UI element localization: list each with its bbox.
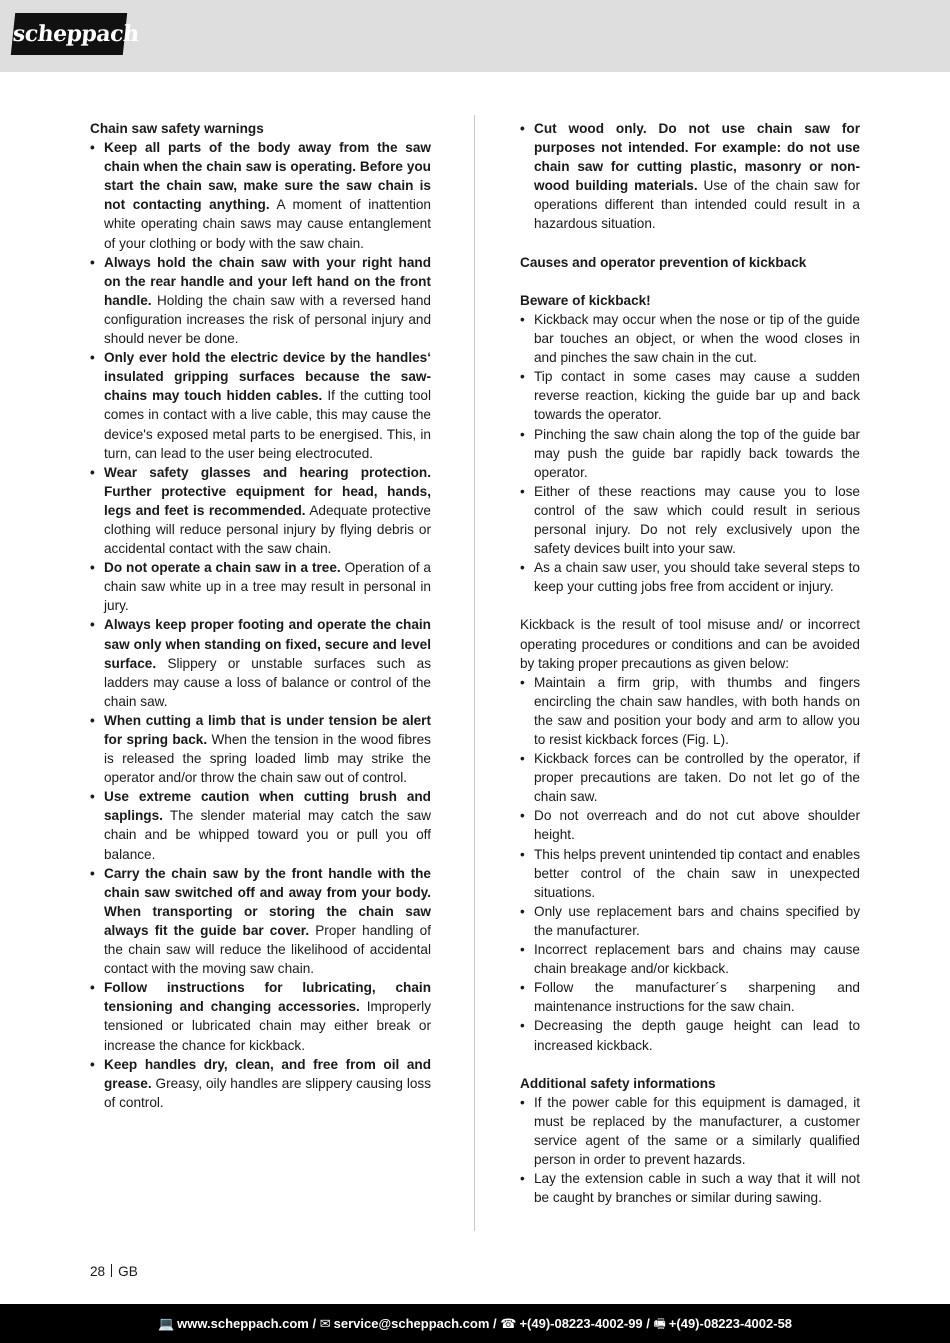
list-item xyxy=(90,253,431,348)
fax-number: +(49)-08223-4002-58 xyxy=(668,1316,793,1331)
spacer xyxy=(520,272,860,291)
warning-bold-text: Only ever hold the electric device by the handles‘ insulated gripping surfaces because the saw-chains may touch hidden cables. xyxy=(104,350,431,404)
bullet-icon: • xyxy=(520,426,525,442)
list-item xyxy=(90,978,431,1054)
spacer xyxy=(520,1055,860,1074)
list-item-text: Tip contact in some cases may cause a sudden reverse reaction, kicking the guide bar up and back towards the operator. xyxy=(534,369,860,423)
warning-text: When the tension in the wood fibres is released the spring loaded limb may strike the operator and/or throw the chain saw out of control. xyxy=(104,732,431,786)
list-item-text: This helps prevent unintended tip contact and enables better control of the chain saw in unexpected situations. xyxy=(534,846,860,900)
list-item xyxy=(520,673,860,749)
list-item-text: Kickback may occur when the nose or tip of the guide bar touches an object, or when the wood closes in and pinches the saw chain in the cut. xyxy=(534,311,860,366)
list-item xyxy=(520,845,860,902)
list-item xyxy=(520,806,860,844)
bullet-icon: • xyxy=(520,903,525,919)
bullet-icon: • xyxy=(520,1171,525,1187)
beware-list xyxy=(520,310,860,596)
bullet-icon: • xyxy=(90,1056,95,1072)
spacer xyxy=(520,234,860,253)
bullet-icon: • xyxy=(520,369,525,385)
language-code: GB xyxy=(118,1264,138,1279)
bullet-icon: • xyxy=(90,980,95,996)
bullet-icon: • xyxy=(520,808,525,824)
bullet-icon: • xyxy=(520,311,525,327)
warning-bold-text: When cutting a limb that is under tension be alert for spring back. xyxy=(104,712,431,747)
bullet-icon: • xyxy=(90,560,95,576)
bullet-icon: • xyxy=(520,560,525,576)
bullet-icon: • xyxy=(520,674,525,690)
bullet-icon: • xyxy=(90,865,95,881)
fax-icon: 🖷 xyxy=(653,1316,666,1331)
chain-saw-warnings-list xyxy=(90,138,431,1112)
left-column xyxy=(90,119,431,1112)
list-item xyxy=(90,711,431,787)
list-item-text: Maintain a firm grip, with thumbs and fingers encircling the chain saw handles, with both hands on the saw and position your body and arm to allow you to resist kickback forces (Fig. L). xyxy=(534,674,860,747)
bullet-icon: • xyxy=(90,617,95,633)
warning-bold-text: Keep handles dry, clean, and free from oil and grease. xyxy=(104,1056,431,1091)
list-item xyxy=(90,463,431,558)
warning-text: If the cutting tool comes in contact with a live cable, this may cause the device's exposed metal parts to be energised. This, in turn, can lead to the user being electrocuted. xyxy=(104,388,431,461)
list-item-text: Kickback forces can be controlled by the operator, if proper precautions are taken. Do not let go of the chain saw. xyxy=(534,751,860,805)
mail-icon: ✉ xyxy=(319,1316,331,1331)
right-column xyxy=(520,119,860,1207)
section-heading-chain-saw-safety: Chain saw safety warnings xyxy=(90,121,264,136)
website-link[interactable]: www.scheppach.com xyxy=(177,1316,309,1331)
laptop-icon: 💻 xyxy=(157,1316,175,1331)
bullet-icon: • xyxy=(520,751,525,767)
bullet-icon: • xyxy=(90,464,95,480)
list-item xyxy=(520,367,860,424)
list-item-text: Pinching the saw chain along the top of the guide bar may push the guide bar rapidly back towards the operator. xyxy=(534,426,860,480)
warning-bold-text: Do not operate a chain saw in a tree. xyxy=(104,560,341,576)
warning-bold-text: Wear safety glasses and hearing protection. Further protective equipment for head, hands, legs and feet is recommended. xyxy=(104,464,431,518)
list-item-text: As a chain saw user, you should take several steps to keep your cutting jobs free from accident or injury. xyxy=(534,560,860,595)
list-item xyxy=(90,348,431,463)
warning-text: Adequate protective clothing will reduce personal injury by flying debris or accidental contact with the saw chain. xyxy=(104,502,431,557)
list-item-text: Only use replacement bars and chains specified by the manufacturer. xyxy=(534,903,860,938)
list-item xyxy=(520,558,860,596)
spacer xyxy=(520,596,860,615)
bullet-icon: • xyxy=(520,1094,525,1110)
list-item xyxy=(90,864,431,979)
list-item-text: Lay the extension cable in such a way that it will not be caught by branches or similar during sawing. xyxy=(534,1171,860,1206)
warning-text: Use of the chain saw for operations different than intended could result in a hazardous situation. xyxy=(534,178,860,232)
list-item xyxy=(90,1055,431,1112)
page-number-value: 28 xyxy=(90,1264,106,1279)
list-item-text: If the power cable for this equipment is damaged, it must be replaced by the manufacturer, a customer service agent of the same or a similarly qualified person in order to prevent hazards. xyxy=(534,1094,860,1168)
phone-icon: ☎ xyxy=(500,1316,517,1331)
list-item xyxy=(520,902,860,940)
bullet-icon: • xyxy=(90,789,95,805)
bullet-icon: • xyxy=(520,1018,525,1034)
warning-text: Proper handling of the chain saw will reduce the likelihood of accidental contact with the moving saw chain. xyxy=(104,922,431,977)
list-item xyxy=(520,749,860,806)
section-heading-kickback: Causes and operator prevention of kickback xyxy=(520,254,807,270)
additional-safety-list xyxy=(520,1093,860,1208)
list-item-text: Do not overreach and do not cut above shoulder height. xyxy=(534,808,860,843)
header-band xyxy=(0,0,950,72)
list-item xyxy=(520,1169,860,1207)
warning-bold-text: Use extreme caution when cutting brush and saplings. xyxy=(104,789,431,824)
warning-text: The slender material may catch the saw chain and be whipped toward you or pull you off balance. xyxy=(104,808,431,862)
bullet-icon: • xyxy=(90,140,95,156)
warning-text: Improperly tensioned or lubricated chain may either break or increase the chance for kickback. xyxy=(104,999,431,1053)
list-item xyxy=(90,138,431,253)
bullet-icon: • xyxy=(90,350,95,366)
list-item xyxy=(520,978,860,1016)
warning-bold-text: Follow instructions for lubricating, chain tensioning and changing accessories. xyxy=(104,980,431,1015)
list-item xyxy=(520,1016,860,1054)
column-divider xyxy=(474,115,475,1231)
warning-text: Greasy, oily handles are slippery causing loss of control. xyxy=(104,1075,431,1110)
warning-text: Operation of a chain saw white up in a tree may result in personal in jury. xyxy=(104,560,431,614)
bullet-icon: • xyxy=(90,712,95,728)
brand-logo[interactable]: scheppach xyxy=(11,13,127,55)
page-number-separator xyxy=(111,1264,112,1277)
list-item-text: Follow the manufacturer´s sharpening and maintenance instructions for the saw chain. xyxy=(534,980,860,1015)
list-item xyxy=(520,310,860,367)
kickback-intro-paragraph: Kickback is the result of tool misuse and/ or incorrect operating procedures or conditions and can be avoided by taking proper precautions as given below: xyxy=(520,617,860,671)
section-heading-additional: Additional safety informations xyxy=(520,1075,716,1091)
precautions-list xyxy=(520,673,860,1055)
list-item xyxy=(90,615,431,710)
section-heading-beware: Beware of kickback! xyxy=(520,292,651,308)
page-number xyxy=(90,1264,138,1279)
warning-text: Slippery or unstable surfaces such as ladders may cause a loss of balance or control of the chain saw. xyxy=(104,655,431,709)
list-item-text: Decreasing the depth gauge height can lead to increased kickback. xyxy=(534,1018,860,1053)
bullet-icon: • xyxy=(90,254,95,270)
bullet-icon: • xyxy=(520,483,525,499)
warning-bold-text: Keep all parts of the body away from the saw chain when the chain saw is operating. Before you start the chain saw, make sure the saw chain is not contacting anything. xyxy=(104,140,431,213)
email-link[interactable]: service@scheppach.com xyxy=(333,1316,490,1331)
bullet-icon: • xyxy=(520,942,525,958)
phone-number: +(49)-08223-4002-99 xyxy=(519,1316,643,1331)
list-item-text: Incorrect replacement bars and chains may cause chain breakage and/or kickback. xyxy=(534,942,860,977)
list-item xyxy=(90,558,431,615)
warning-bold-text: Carry the chain saw by the front handle with the chain saw switched off and away from your body. When transporting or storing the chain saw always fit the guide bar cover. xyxy=(104,865,431,938)
list-item xyxy=(520,940,860,978)
contact-footer: 💻 www.scheppach.com / ✉ service@scheppach.com / ☎ +(49)-08223-4002-99 / 🖷 +(49)-08223-4002-58 xyxy=(0,1304,950,1343)
list-item xyxy=(520,425,860,482)
cut-wood-warning xyxy=(520,119,860,234)
bullet-icon: • xyxy=(520,846,525,862)
bullet-icon: • xyxy=(520,121,525,136)
list-item xyxy=(520,119,860,234)
list-item xyxy=(520,1093,860,1169)
warning-bold-text: Always hold the chain saw with your right hand on the rear handle and your left hand on the front handle. xyxy=(104,254,431,308)
list-item xyxy=(90,787,431,863)
warning-bold-text: Always keep proper footing and operate the chain saw only when standing on fixed, secure and level surface. xyxy=(104,617,431,671)
bullet-icon: • xyxy=(520,980,525,996)
warning-text: A moment of inattention white operating chain saws may cause entanglement of your clothing or body with the saw chain. xyxy=(104,197,431,251)
list-item-text: Either of these reactions may cause you to lose control of the saw which could result in serious personal injury. Do not rely exclusively upon the safety devices built into your saw. xyxy=(534,483,860,557)
list-item xyxy=(520,482,860,558)
warning-bold-text: Cut wood only. Do not use chain saw for purposes not intended. For example: do not use chain saw for cutting plastic, masonry or non-wood building materials. xyxy=(534,121,860,194)
warning-text: Holding the chain saw with a reversed hand configuration increases the risk of personal injury and should never be done. xyxy=(104,292,431,347)
